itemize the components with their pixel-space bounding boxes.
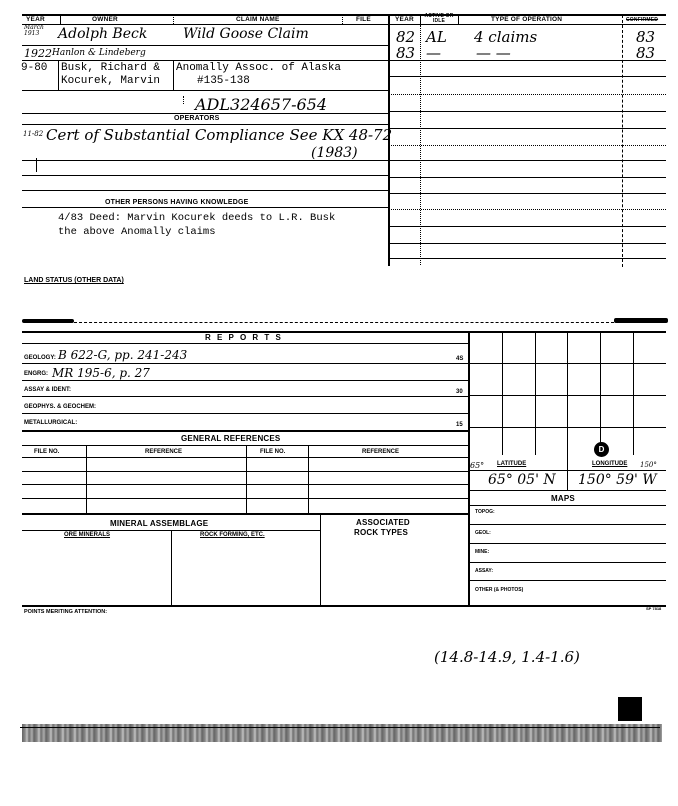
operators-label: OPERATORS xyxy=(174,115,220,122)
reports-top-line xyxy=(22,331,666,333)
maps-line-4 xyxy=(468,580,666,581)
grid-h-1 xyxy=(468,363,666,364)
mineral-bottom-line xyxy=(22,605,666,607)
header-last-col: CONFIRMED xyxy=(626,17,659,23)
lat-prefix: 65° xyxy=(470,461,485,470)
grid-h-2 xyxy=(468,395,666,396)
grid-v-1 xyxy=(502,331,503,455)
metall-num: 15 xyxy=(456,422,463,428)
maps-title-line xyxy=(468,505,666,506)
divider-claim xyxy=(342,15,343,24)
other-persons-line-2: the above Anomally claims xyxy=(58,226,216,238)
reports-line-5 xyxy=(22,430,469,432)
maps-line-1 xyxy=(468,524,666,525)
general-refs-col1: FILE NO. xyxy=(34,449,60,455)
grid-v-4 xyxy=(600,331,601,455)
lon-suffix: 150° xyxy=(640,461,657,469)
points-meriting-label: POINTS MERITING ATTENTION: xyxy=(24,609,108,615)
scan-artifact-line xyxy=(20,727,660,728)
longitude-value: 150° 59' W xyxy=(578,472,657,488)
bottom-note: (14.8-14.9, 1.4-1.6) xyxy=(434,648,580,666)
general-refs-div-2 xyxy=(246,445,247,513)
reports-title-line xyxy=(22,343,469,344)
maps-line-2 xyxy=(468,543,666,544)
divider-year xyxy=(60,15,61,25)
reports-line-2 xyxy=(22,380,469,381)
location-marker-icon: D xyxy=(594,442,609,457)
other-persons-label: OTHER PERSONS HAVING KNOWLEDGE xyxy=(105,199,249,206)
reports-line-3 xyxy=(22,396,469,397)
header-claim-name: CLAIM NAME xyxy=(236,16,280,23)
owner-name-2: Hanlon & Lindeberg xyxy=(52,48,146,58)
metall-label: METALLURGICAL: xyxy=(24,420,78,426)
mineral-div-2 xyxy=(320,513,321,605)
activity-line-5 xyxy=(388,128,666,129)
general-refs-row-4 xyxy=(22,513,469,515)
owner-year-3: 9-80 xyxy=(21,62,48,74)
general-refs-div-3 xyxy=(308,445,309,513)
activity-line-1 xyxy=(388,60,666,61)
row-line-5 xyxy=(22,124,388,125)
header-year: YEAR xyxy=(26,16,45,23)
general-refs-col3: FILE NO. xyxy=(260,449,286,455)
grid-v-3 xyxy=(567,331,568,455)
maps-line-3 xyxy=(468,562,666,563)
activity-line-10 xyxy=(388,209,666,210)
row-line-3 xyxy=(22,90,388,91)
owner-year-1: March 1913 xyxy=(24,24,44,37)
assay-label: ASSAY & IDENT: xyxy=(24,387,72,393)
associated-label-1: ASSOCIATED xyxy=(356,518,410,527)
maps-title: MAPS xyxy=(551,494,575,503)
reports-line-4 xyxy=(22,413,469,414)
maps-geol: GEOL: xyxy=(475,530,491,536)
reports-title: R E P O R T S xyxy=(205,333,283,342)
activity-line-12 xyxy=(388,243,666,244)
coords-div xyxy=(567,455,568,490)
divider-typed-owner xyxy=(58,60,59,90)
grid-v-2 xyxy=(535,331,536,455)
maps-other: OTHER (& PHOTOS) xyxy=(475,587,524,593)
header-file: FILE xyxy=(356,16,371,23)
row-line-4 xyxy=(22,113,388,114)
general-refs-div-1 xyxy=(86,445,87,513)
grid-v-5 xyxy=(633,331,634,455)
owner-year-2: 1922 xyxy=(24,47,52,60)
claim-name-1: Wild Goose Claim xyxy=(183,26,309,42)
cert-text: Cert of Substantial Compliance See KX 48-72 xyxy=(46,126,393,144)
owner-name-4: Kocurek, Marvin xyxy=(61,75,161,87)
adl-number: ADL324657-654 xyxy=(195,95,328,114)
activity-last-1: 83 xyxy=(636,28,656,46)
general-refs-col4: REFERENCE xyxy=(362,449,400,455)
grid-h-3 xyxy=(468,427,666,428)
claim-name-3: Anomally Assoc. of Alaska xyxy=(176,62,342,74)
maps-mine: MINE: xyxy=(475,549,490,555)
mineral-div-1 xyxy=(171,530,172,605)
row-line-9 xyxy=(22,207,388,208)
redaction-bar-right xyxy=(614,318,668,323)
header-underline xyxy=(22,24,666,25)
general-refs-row-3 xyxy=(22,498,469,499)
header-type-of-operation: TYPE OF OPERATION xyxy=(491,16,563,23)
latitude-label: LATITUDE xyxy=(497,461,527,467)
other-persons-line-1: 4/83 Deed: Marvin Kocurek deeds to L.R. Busk xyxy=(58,212,336,224)
geophys-label: GEOPHYS. & GEOCHEM: xyxy=(24,404,97,410)
row-line-6 xyxy=(22,160,388,161)
longitude-label: LONGITUDE xyxy=(592,461,628,467)
activity-line-3 xyxy=(388,94,666,95)
activity-status-1: AL xyxy=(426,28,447,46)
geology-num: 4S xyxy=(456,356,464,362)
cert-year: 11-82 xyxy=(23,130,44,138)
rock-forming-label: ROCK FORMING, ETC. xyxy=(200,532,265,538)
reports-line-1 xyxy=(22,363,469,364)
activity-line-11 xyxy=(388,226,666,227)
geology-label: GEOLOGY: xyxy=(24,355,56,361)
activity-year-1: 82 xyxy=(396,28,416,46)
activity-type-1: 4 claims xyxy=(474,28,538,46)
general-refs-row-2 xyxy=(22,484,469,485)
redaction-bar-left xyxy=(22,319,74,323)
general-refs-col2: REFERENCE xyxy=(145,449,183,455)
activity-line-2 xyxy=(388,76,666,77)
activity-line-8 xyxy=(388,177,666,178)
row-line-8 xyxy=(22,190,388,191)
header-year-2: YEAR xyxy=(395,16,414,23)
adl-tick xyxy=(183,96,184,104)
activity-line-7 xyxy=(388,160,666,161)
row-line-7 xyxy=(22,175,388,176)
divider-active xyxy=(458,15,459,25)
engrg-label: ENGRG: xyxy=(24,371,48,377)
general-refs-row-1 xyxy=(22,471,469,472)
activity-line-13 xyxy=(388,258,666,259)
associated-label-2: ROCK TYPES xyxy=(354,528,409,537)
row-line-1 xyxy=(22,45,388,46)
scan-artifact-block xyxy=(618,697,642,721)
geology-value: B 622-G, pp. 241-243 xyxy=(58,348,188,362)
header-active-or-idle: ACTIVE OR IDLE xyxy=(424,13,454,24)
land-status-label: LAND STATUS (OTHER DATA) xyxy=(24,277,124,284)
mineral-title: MINERAL ASSEMBLAGE xyxy=(110,519,209,528)
activity-line-4 xyxy=(388,111,666,112)
ore-minerals-label: ORE MINERALS xyxy=(64,532,111,538)
row-line-2 xyxy=(22,60,388,61)
activity-line-6 xyxy=(388,145,666,146)
coords-bottom-line xyxy=(468,490,666,491)
maps-topog: TOPOG: xyxy=(475,509,495,515)
activity-status-2: — xyxy=(426,44,441,62)
form-number: SP 7818 xyxy=(646,606,662,611)
activity-year-2: 83 xyxy=(396,44,416,62)
general-refs-title: GENERAL REFERENCES xyxy=(181,434,281,443)
divider-type xyxy=(622,15,623,267)
reports-top-dashed xyxy=(74,322,614,323)
divider-year2 xyxy=(420,15,421,25)
assay-num: 30 xyxy=(456,389,463,395)
maps-assay: ASSAY: xyxy=(475,568,494,574)
divider-owner xyxy=(173,15,174,24)
latitude-value: 65° 05' N xyxy=(488,472,556,488)
activity-line-9 xyxy=(388,193,666,194)
owner-name-3: Busk, Richard & xyxy=(61,62,161,74)
claim-name-4: #135-138 xyxy=(197,75,250,87)
activity-type-2: — — xyxy=(476,44,511,62)
cert-sub: (1983) xyxy=(311,145,358,161)
top-border xyxy=(22,14,666,16)
owner-name-1: Adolph Beck xyxy=(58,26,148,42)
engrg-value: MR 195-6, p. 27 xyxy=(52,366,150,380)
activity-last-2: 83 xyxy=(636,44,656,62)
divider-typed-claim xyxy=(173,60,174,90)
header-owner: OWNER xyxy=(92,16,118,23)
